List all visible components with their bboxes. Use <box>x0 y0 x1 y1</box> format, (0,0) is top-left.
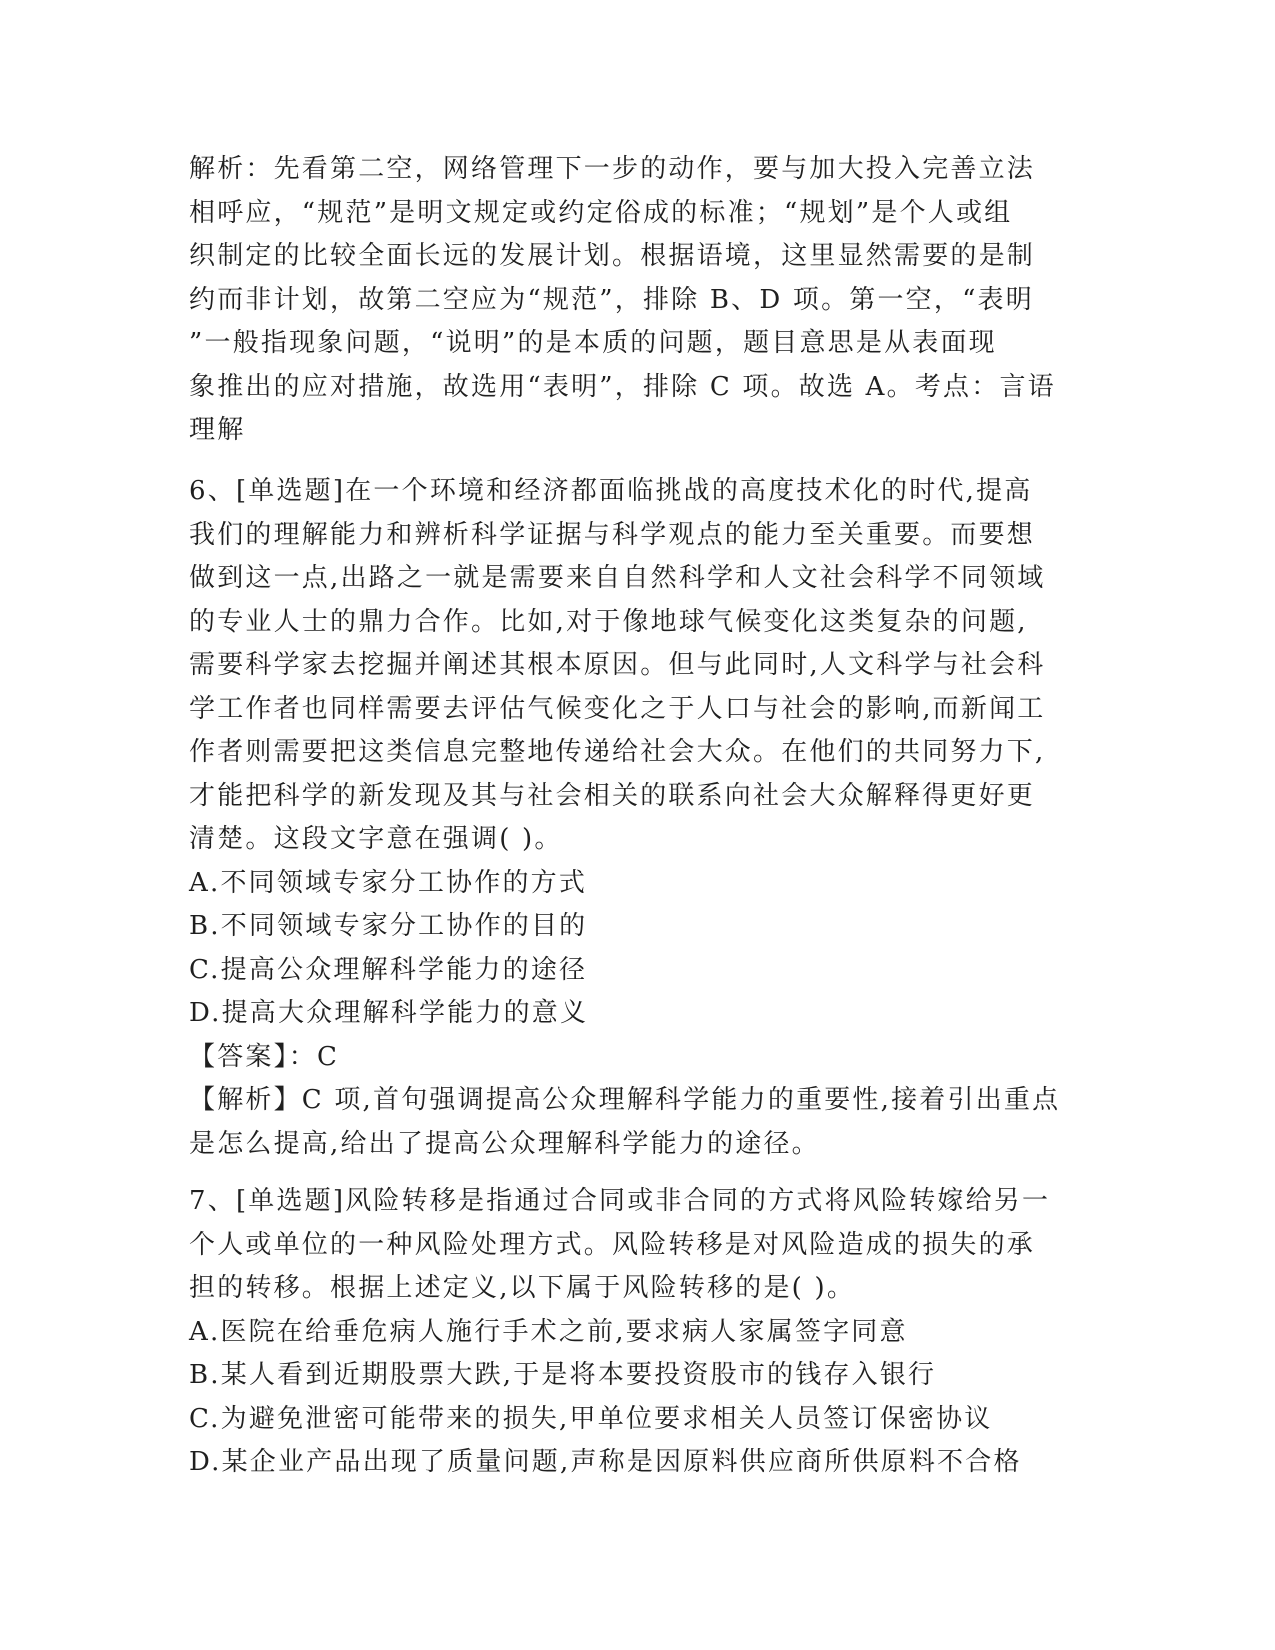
question-7-stem <box>189 1180 1089 1311</box>
stem-line: 学工作者也同样需要去评估气候变化之于人口与社会的影响,而新闻工 <box>189 693 1046 724</box>
question-5-analysis <box>189 148 1089 453</box>
stem-line: 我们的理解能力和辨析科学证据与科学观点的能力至关重要。而要想 <box>189 519 1036 550</box>
question-6-stem <box>189 470 1089 862</box>
stem-line: 的专业人士的鼎力合作。比如,对于像地球气候变化这类复杂的问题, <box>189 606 1028 637</box>
stem-line: 6、[单选题]在一个环境和经济都面临挑战的高度技术化的时代,提高 <box>189 476 1033 506</box>
analysis-line: 相呼应，“规范”是明文规定或约定俗成的标准；“规划”是个人或组 <box>189 197 1013 228</box>
question-6-analysis <box>189 1079 1089 1166</box>
question-6-answer: 【答案】：C <box>189 1041 340 1072</box>
analysis-line: 理解 <box>189 415 246 445</box>
stem-line: 清楚。这段文字意在强调( )。 <box>189 824 563 854</box>
stem-line: 作者则需要把这类信息完整地传递给社会大众。在他们的共同努力下, <box>189 737 1046 767</box>
option-c: C.为避免泄密可能带来的损失,甲单位要求相关人员签订保密协议 <box>189 1403 993 1434</box>
analysis-line: 是怎么提高,给出了提高公众理解科学能力的途径。 <box>189 1128 820 1159</box>
analysis-line: ”一般指现象问题，“说明”的是本质的问题，题目意思是从表面现 <box>189 328 997 358</box>
analysis-line: 【解析】C 项,首句强调提高公众理解科学能力的重要性,接着引出重点 <box>189 1085 1061 1115</box>
stem-line: 7、[单选题]风险转移是指通过合同或非合同的方式将风险转嫁给另一 <box>189 1186 1051 1216</box>
analysis-line: 象推出的应对措施，故选用“表明”，排除 C 项。故选 A。考点：言语 <box>189 371 1056 402</box>
question-7 <box>189 1180 1089 1485</box>
option-b: B.某人看到近期股票大跌,于是将本要投资股市的钱存入银行 <box>189 1360 937 1390</box>
question-6 <box>189 470 1089 1166</box>
stem-line: 才能把科学的新发现及其与社会相关的联系向社会大众解释得更好更 <box>189 780 1036 811</box>
stem-line: 需要科学家去挖掘并阐述其根本原因。但与此同时,人文科学与社会科 <box>189 650 1046 680</box>
option-a: A.医院在给垂危病人施行手术之前,要求病人家属签字同意 <box>189 1316 908 1347</box>
stem-line: 个人或单位的一种风险处理方式。风险转移是对风险造成的损失的承 <box>189 1229 1036 1260</box>
question-6-options <box>189 862 1089 1036</box>
option-d: D.某企业产品出现了质量问题,声称是因原料供应商所供原料不合格 <box>189 1447 1022 1477</box>
analysis-line: 约而非计划，故第二空应为“规范”，排除 B、D 项。第一空，“表明 <box>189 284 1034 315</box>
analysis-line: 织制定的比较全面长远的发展计划。根据语境，这里显然需要的是制 <box>189 241 1036 271</box>
stem-line: 担的转移。根据上述定义,以下属于风险转移的是( )。 <box>189 1273 856 1303</box>
option-b: B.不同领域专家分工协作的目的 <box>189 911 588 941</box>
question-7-options <box>189 1311 1089 1485</box>
option-c: C.提高公众理解科学能力的途径 <box>189 954 588 985</box>
option-a: A.不同领域专家分工协作的方式 <box>189 867 588 898</box>
option-d: D.提高大众理解科学能力的意义 <box>189 998 589 1028</box>
stem-line: 做到这一点,出路之一就是需要来自自然科学和人文社会科学不同领域 <box>189 563 1046 593</box>
analysis-line: 解析：先看第二空，网络管理下一步的动作，要与加大投入完善立法 <box>189 154 1036 184</box>
